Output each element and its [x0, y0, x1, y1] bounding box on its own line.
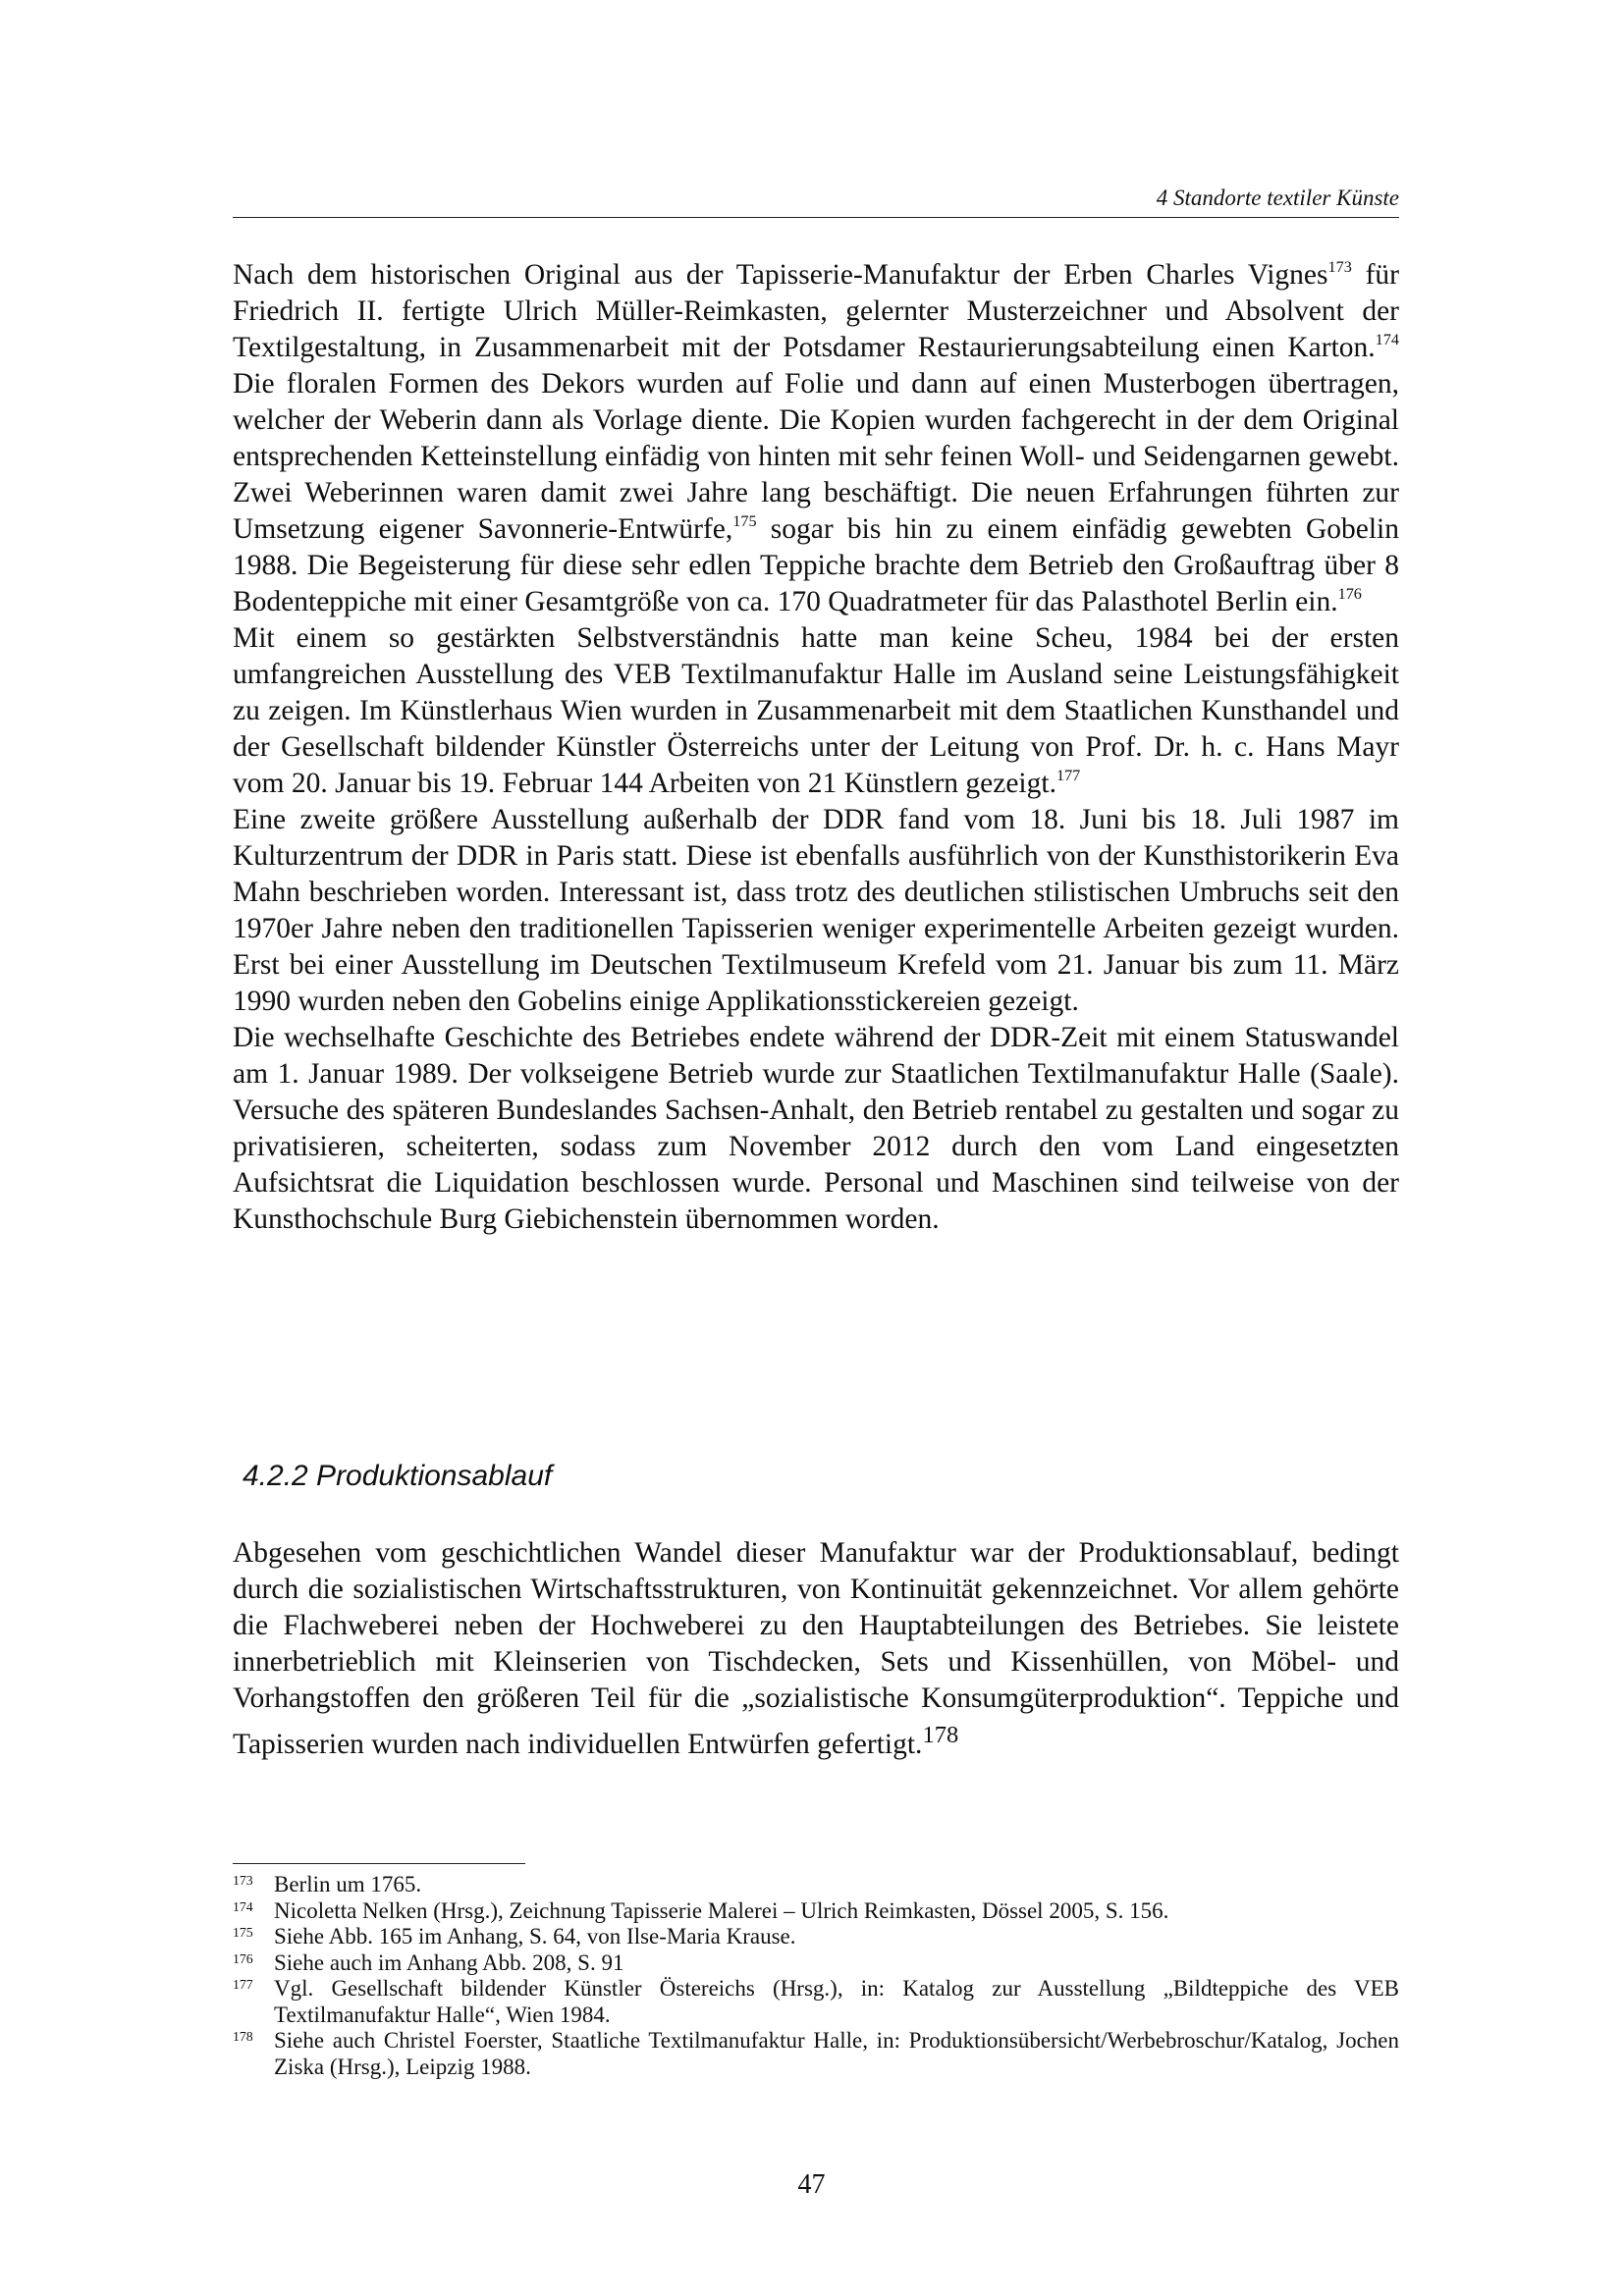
paragraph-text: Mit einem so gestärkten Selbstverständnis hatte man keine Scheu, 1984 bei der ersten umfangreichen Ausstellung des VEB Textilmanufaktur Halle im Ausland seine Leistungsfähigkeit zu zeigen. Im Künstlerhaus Wien wurden in Zusammenarbeit mit dem Staatlichen Kunsthandel und der Gesellschaft bildender Künstler Österreichs unter der Leitung von Prof. Dr. h. c. Hans Mayr vom 20. Januar bis 19. Februar 144 Arbeiten von 21 Künstlern gezeigt. [233, 622, 1399, 799]
footnote-number: 176 [233, 1950, 253, 1966]
footnote-text: Siehe auch im Anhang Abb. 208, S. 91 [274, 1949, 624, 1975]
footnote-174 [233, 1898, 1399, 1925]
footnote-177 [233, 1976, 1399, 2028]
footnote-ref-175[interactable]: 175 [732, 511, 757, 530]
footnote-ref-173[interactable]: 173 [1327, 257, 1352, 276]
paragraph-3 [233, 802, 1399, 1020]
footnote-ref-176[interactable]: 176 [1337, 584, 1362, 603]
paragraph-4 [233, 1020, 1399, 1238]
paragraph-text: Die floralen Formen des Dekors wurden auf Folie und dann auf einen Musterbogen übertragen, welcher der Weberin dann als Vorlage diente. Die Kopien wurden fachgerecht in der dem Original entsprechenden Ketteinstellung einfädig von hinten mit sehr feinen Woll- und Seidengarnen gewebt. Zwei Weberinnen waren damit zwei Jahre lang beschäftigt. Die neuen Erfahrungen führten zur Umsetzung eigener Savonnerie-Entwürfe, [233, 368, 1399, 545]
running-header-title: 4 Standorte textiler Künste [1156, 186, 1399, 210]
running-header [233, 180, 1399, 218]
footnote-text: Siehe auch Christel Foerster, Staatliche Textilmanufaktur Halle, in: Produktionsübersicht/Werbebroschur/Katalog, Jochen Ziska (Hrsg.), Leipzig 1988. [274, 2028, 1399, 2079]
paragraph-1 [233, 257, 1399, 620]
page-number: 47 [797, 2169, 826, 2200]
footnote-text: Vgl. Gesellschaft bildender Künstler Östereichs (Hrsg.), in: Katalog zur Ausstellung „Bildteppiche des VEB Textilmanufaktur Halle“, Wien 1984. [274, 1976, 1399, 2027]
footnote-ref-177[interactable]: 177 [1055, 766, 1081, 784]
footnote-number: 174 [233, 1898, 253, 1914]
footnote-text: Siehe Abb. 165 im Anhang, S. 64, von Ilse-Maria Krause. [274, 1924, 796, 1949]
paragraph-2 [233, 620, 1399, 802]
footnote-ref-178[interactable]: 178 [922, 1722, 959, 1748]
footnote-number: 178 [233, 2029, 253, 2044]
paragraph-text: Eine zweite größere Ausstellung außerhalb der DDR fand vom 18. Juni bis 18. Juli 1987 im Kulturzentrum der DDR in Paris statt. Diese ist ebenfalls ausführlich von der Kunsthistorikerin Eva Mahn beschrieben worden. Interessant ist, dass trotz des deutlichen stilistischen Umbruchs seit den 1970er Jahre neben den traditionellen Tapisserien weniger experimentelle Arbeiten gezeigt wurden. Erst bei einer Ausstellung im Deutschen Textilmuseum Krefeld vom 21. Januar bis zum 11. März 1990 wurden neben den Gobelins einige Applikationsstickereien gezeigt. [233, 804, 1399, 1017]
footnote-number: 173 [233, 1873, 253, 1888]
footnote-text: Berlin um 1765. [274, 1872, 422, 1896]
footnote-178 [233, 2028, 1399, 2080]
footnote-divider [233, 1863, 525, 1864]
footnote-number: 177 [233, 1977, 253, 1992]
section-body-text [233, 1535, 1399, 1763]
footnote-173 [233, 1872, 1399, 1898]
section-heading: 4.2.2 Produktionsablauf [243, 1460, 553, 1492]
paragraph-5 [233, 1535, 1399, 1763]
footnotes [233, 1872, 1399, 2080]
footnote-176 [233, 1950, 1399, 1977]
paragraph-text: Die wechselhafte Geschichte des Betriebes endete während der DDR-Zeit mit einem Statuswandel am 1. Januar 1989. Der volkseigene Betrieb wurde zur Staatlichen Textilmanufaktur Halle (Saale). Versuche des späteren Bundeslandes Sachsen-Anhalt, den Betrieb rentabel zu gestalten und sogar zu privatisieren, scheiterten, sodass zum November 2012 durch den vom Land eingesetzten Aufsichtsrat die Liquidation beschlossen wurde. Personal und Maschinen sind teilweise von der Kunsthochschule Burg Giebichenstein übernommen worden. [233, 1022, 1399, 1235]
paragraph-text: Nach dem historischen Original aus der Tapisserie-Manufaktur der Erben Charles Vignes [233, 259, 1328, 291]
footnote-175 [233, 1924, 1399, 1950]
paragraph-text: für Friedrich II. fertigte Ulrich Müller-Reimkasten, gelernter Musterzeichner und Absolvent der Textilgestaltung, in Zusammenarbeit mit der Potsdamer Restaurierungsabteilung einen Karton. [233, 259, 1399, 363]
footnote-ref-174[interactable]: 174 [1375, 330, 1399, 348]
paragraph-text: sogar bis hin zu einem einfädig gewebten Gobelin 1988. Die Begeisterung für diese sehr edlen Teppiche brachte dem Betrieb den Großauftrag über 8 Bodenteppiche mit einer Gesamtgröße von ca. 170 Quadratmeter für das Palasthotel Berlin ein. [233, 513, 1399, 617]
footnote-number: 175 [233, 1925, 253, 1940]
body-text [233, 257, 1399, 1238]
footnote-text: Nicoletta Nelken (Hrsg.), Zeichnung Tapisserie Malerei – Ulrich Reimkasten, Dössel 2005, S. 156. [274, 1897, 1169, 1923]
paragraph-text: Abgesehen vom geschichtlichen Wandel dieser Manufaktur war der Produktionsablauf, bedingt durch die sozialistischen Wirtschaftsstrukturen, von Kontinuität gekennzeichnet. Vor allem gehörte die Flachweberei neben der Hochweberei zu den Hauptabteilungen des Betriebes. Sie leistete innerbetrieblich mit Kleinserien von Tischdecken, Sets und Kissenhüllen, von Möbel- und Vorhangstoffen den größeren Teil für die „sozialistische Konsumgüterproduktion“. Teppiche und Tapisserien wurden nach individuellen Entwürfen gefertigt. [233, 1537, 1399, 1760]
